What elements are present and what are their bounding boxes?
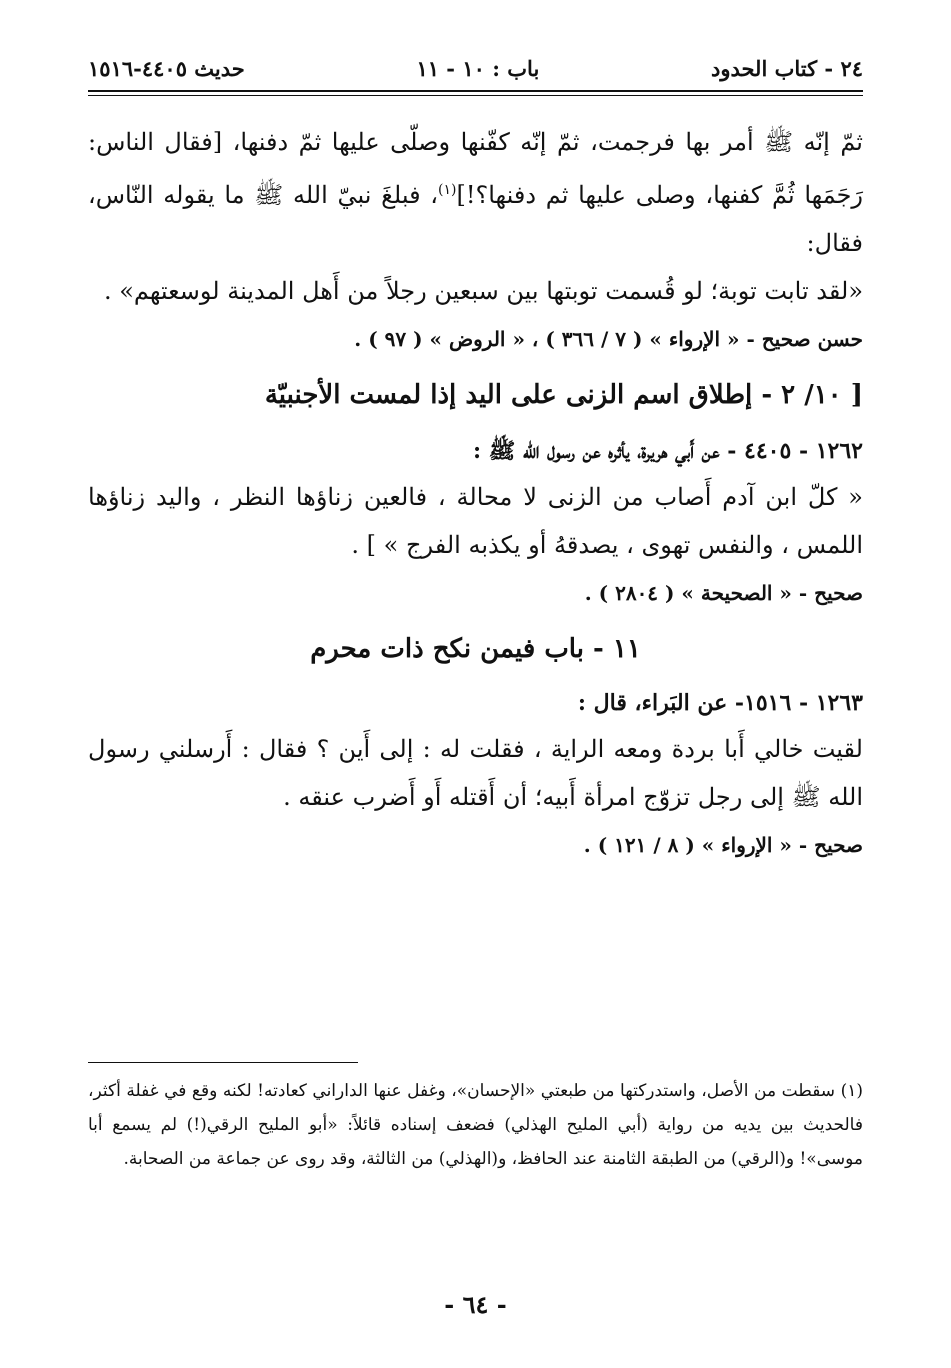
- grade-1: حسن صحيح - « الإرواء » ( ٧ / ٣٦٦ ) ، « الروض » ( ٩٧ ) .: [354, 327, 863, 351]
- section-title: [ ١٠/ ٢ - إطلاق اسم الزنى على اليد إذا لمست الأجنبيّة: [264, 380, 863, 410]
- footnote-separator: [88, 1062, 358, 1063]
- header-chapter: باب : ١٠ - ١١: [416, 55, 540, 81]
- page-number: - ٦٤ -: [444, 1290, 507, 1319]
- hadith-1-text: « كلّ ابن آدم أَصاب من الزنى لا محالة ، فالعين زناؤها النظر ، واليد زناؤها اللمس ، والنفس تهوى ، يصدقهُ أو يكذبه الفرج » ] .: [88, 483, 863, 559]
- header-rule-thick: [88, 90, 863, 92]
- hadith-2-text: لقيت خالي أَبا بردة ومعه الراية ، فقلت له : إلى أَين ؟ فقال : أَرسلني رسول الله ﷺ إلى رجل تزوّج امرأة أَبيه؛ أن أَقتله أَو أَضرب عنقه .: [88, 735, 863, 811]
- paragraph-1: [88, 118, 863, 267]
- paragraph-1-end: ، فبلغَ نبيّ الله ﷺ ما يقوله النّاس، فقال:: [88, 181, 863, 257]
- grade-3: صحيح - « الإرواء » ( ٨ / ١٢١ ) .: [583, 833, 863, 857]
- header-rule-thin: [88, 95, 863, 96]
- running-header: [88, 48, 863, 88]
- chapter-title: ١١ - باب فيمن نكح ذات محرم: [310, 634, 641, 664]
- main-text: [88, 118, 863, 877]
- footnote-marker: (١): [438, 182, 457, 198]
- header-book-title: ٢٤ - كتاب الحدود: [710, 55, 863, 81]
- header-hadith-range: حديث ٤٤٠٥-١٥١٦: [88, 55, 245, 81]
- paragraph-1-text: ثمّ إنّه ﷺ أمر بها فرجمت، ثمّ إنّه كفّنها وصلّى عليها ثمّ دفنها، [فقال الناس: رَجَمَها ثُمَّ كفنها، وصلى عليها ثم دفنها؟!]: [88, 128, 864, 209]
- footnote: (١) سقطت من الأصل، واستدركتها من طبعتي «الإحسان»، وغفل عنها الداراني كعادته! لكنه وقع في غفلة أكثر، فالحديث بين يديه من رواية (أبي المليح الهذلي) فضعف إسناده قائلاً: «أبو المليح الرقي(!) لم يسمع أبا موسى»! و(الرقي) من الطبقة الثامنة عند الحافظ، و(الهذلي) من الثالثة، وقد روى عن جماعة من الصحابة.: [88, 1081, 863, 1169]
- hadith-2-number: ١٢٦٣ - ١٥١٦- عن البَراء، قال :: [577, 690, 863, 716]
- paragraph-2: «لقد تابت توبة؛ لو قُسمت توبتها بين سبعين رجلاً من أَهل المدينة لوسعتهم» .: [103, 277, 863, 305]
- hadith-1-number: ١٢٦٢ - ٤٤٠٥ - عن أَبي هريرة، يأثره عن رسول الله ﷺ :: [472, 438, 863, 464]
- grade-2: صحيح - « الصحيحة » ( ٢٨٠٤ ) .: [584, 581, 863, 605]
